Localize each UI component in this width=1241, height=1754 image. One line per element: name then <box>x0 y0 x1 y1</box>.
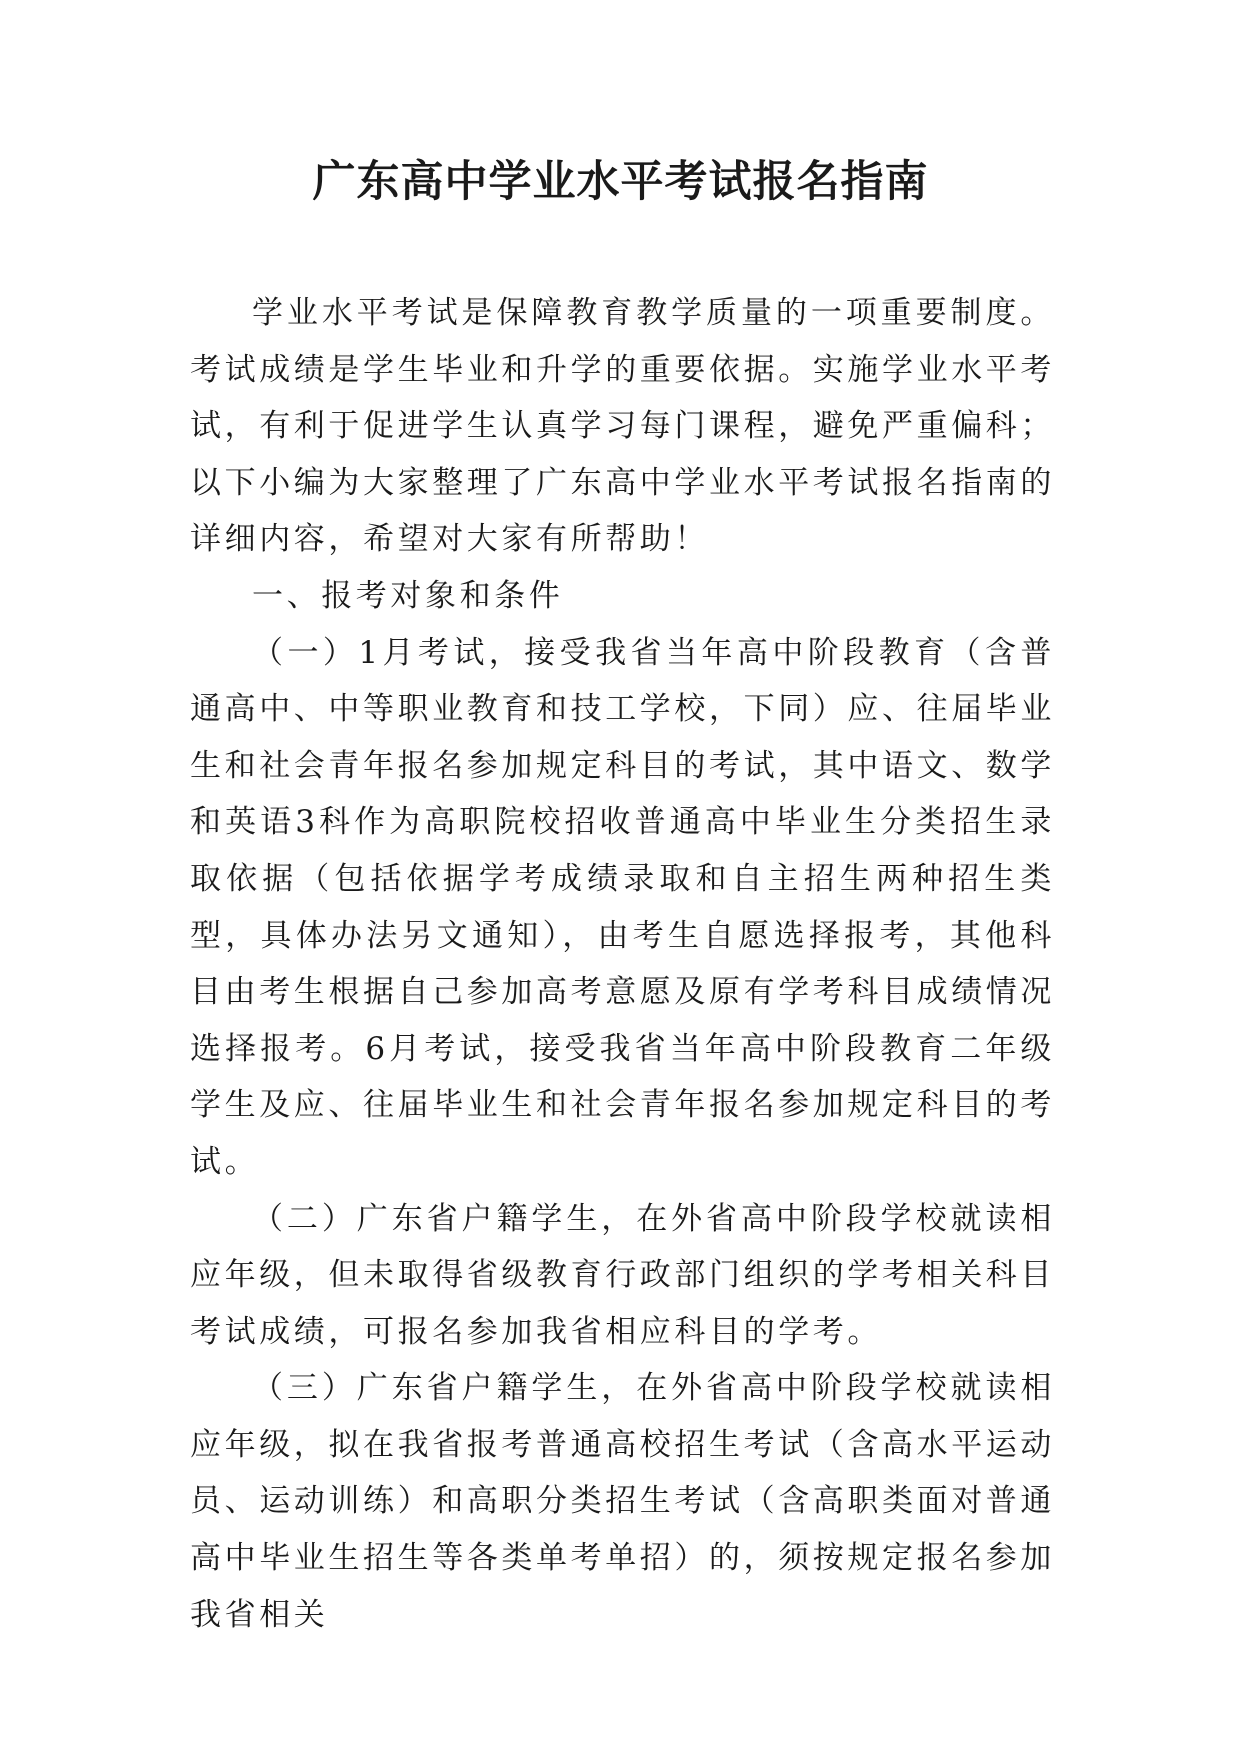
section-heading: 一、报考对象和条件 <box>252 577 564 614</box>
paragraph-intro: 学业水平考试是保障教育教学质量的一项重要制度。考试成绩是学生毕业和升学的重要依据。实施学业水平考试，有利于促进学生认真学习每门课程，避免严重偏科；以下小编为大家整理了广东高中学业水平考试报名指南的详细内容，希望对大家有所帮助！ <box>190 295 1055 558</box>
paragraph-item-1: （一）1月考试，接受我省当年高中阶段教育（含普通高中、中等职业教育和技工学校，下同）应、往届毕业生和社会青年报名参加规定科目的考试，其中语文、数学和英语3科作为高职院校招收普通高中毕业生分类招生录取依据（包括依据学考成绩录取和自主招生两种招生类型，具体办法另文通知），由考生自愿选择报考，其他科目由考生根据自己参加高考意愿及原有学考科目成绩情况选择报考。6月考试，接受我省当年高中阶段教育二年级学生及应、往届毕业生和社会青年报名参加规定科目的考试。 <box>190 634 1055 1180</box>
paragraph-item-2: （二）广东省户籍学生，在外省高中阶段学校就读相应年级，但未取得省级教育行政部门组织的学考相关科目考试成绩，可报名参加我省相应科目的学考。 <box>190 1200 1055 1350</box>
paragraph-item-3: （三）广东省户籍学生，在外省高中阶段学校就读相应年级，拟在我省报考普通高校招生考试（含高水平运动员、运动训练）和高职分类招生考试（含高职类面对普通高中毕业生招生等各类单考单招）的，须按规定报名参加我省相关 <box>190 1370 1055 1633</box>
document-title: 广东高中学业水平考试报名指南 <box>312 157 929 207</box>
document-body <box>190 285 1055 1643</box>
